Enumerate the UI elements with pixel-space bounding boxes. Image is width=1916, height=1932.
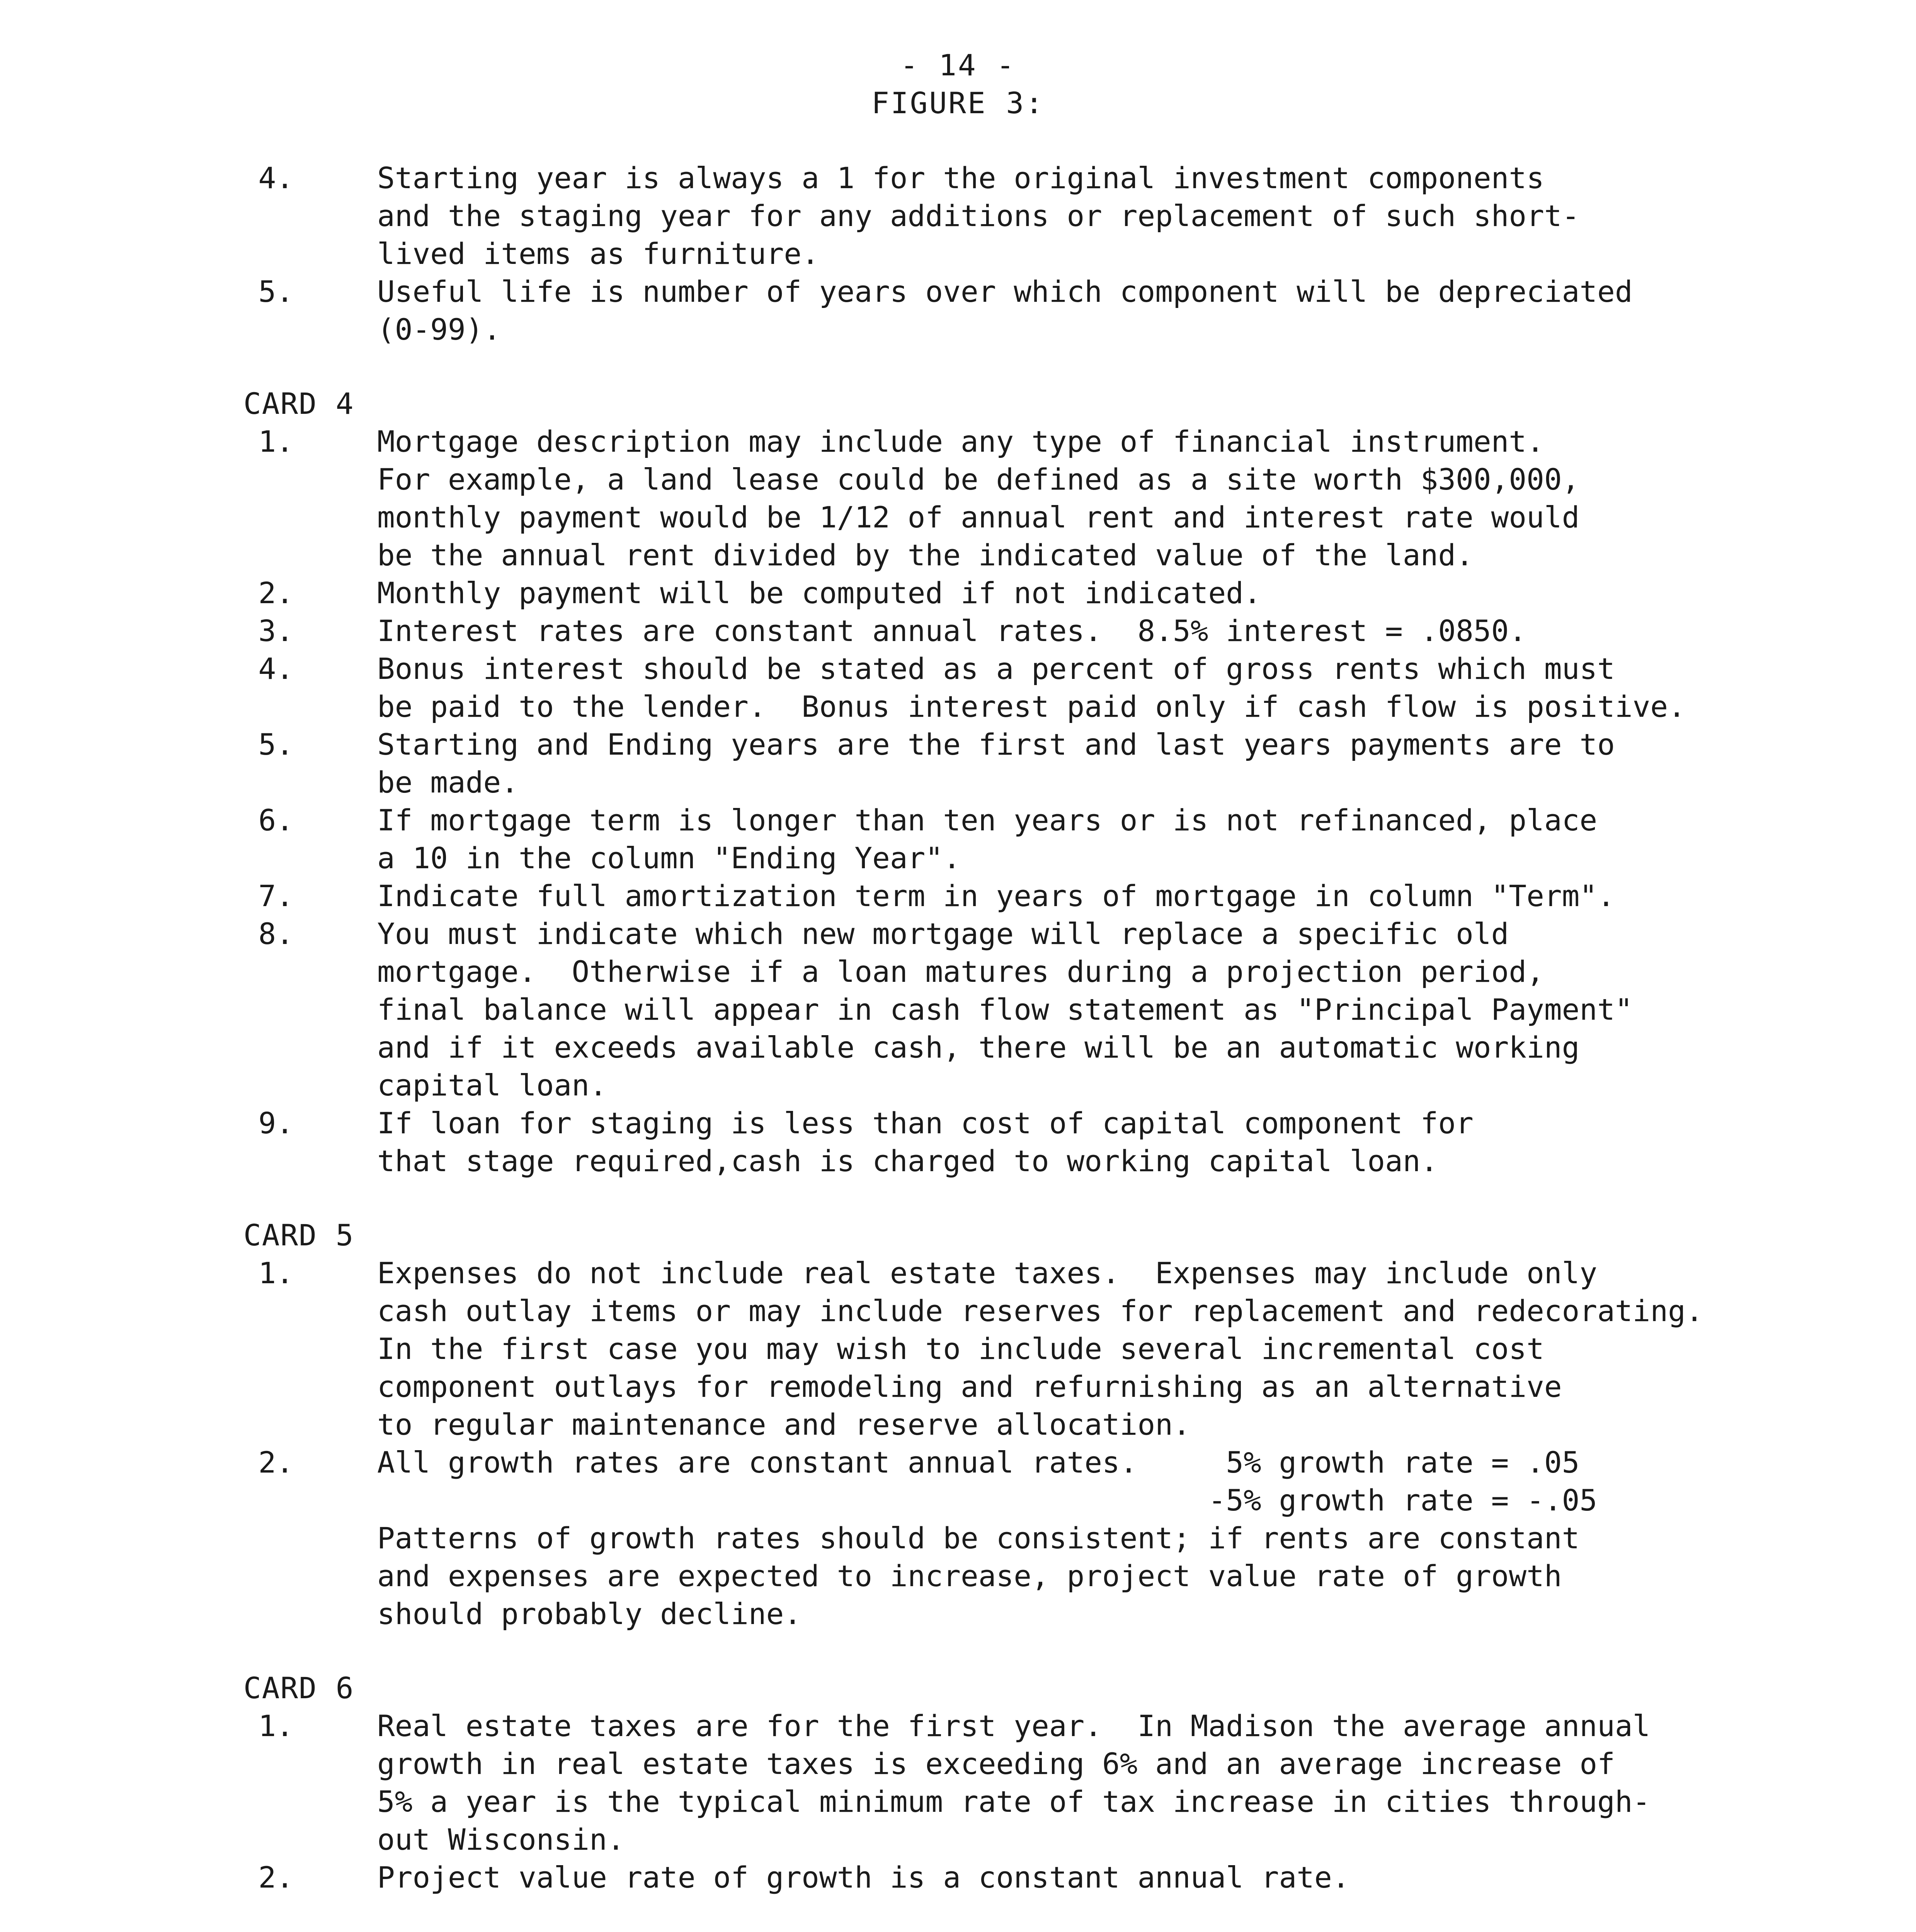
- item-text-line: be made.: [377, 765, 519, 799]
- item-text-line: Interest rates are constant annual rates. 8.5% interest = .0850.: [377, 614, 1527, 648]
- item-text-line: a 10 in the column "Ending Year".: [377, 841, 961, 875]
- item-text-line: Project value rate of growth is a constant annual rate.: [377, 1860, 1350, 1895]
- item-text-line: component outlays for remodeling and refurnishing as an alternative: [377, 1369, 1562, 1404]
- item-text-line: final balance will appear in cash flow statement as "Principal Payment": [377, 992, 1633, 1027]
- item-number: 2.: [258, 576, 294, 610]
- item-text-line: Bonus interest should be stated as a percent of gross rents which must: [377, 651, 1615, 686]
- item-text-line: should probably decline.: [377, 1597, 802, 1631]
- card-label: CARD 4: [243, 386, 354, 421]
- item-number: 2.: [258, 1445, 294, 1480]
- item-text-line: 5% a year is the typical minimum rate of tax increase in cities through-: [377, 1784, 1651, 1819]
- item-text-line: In the first case you may wish to include several incremental cost: [377, 1332, 1544, 1366]
- item-text-line: and if it exceeds available cash, there will be an automatic working: [377, 1030, 1580, 1065]
- item-text-line: be paid to the lender. Bonus interest paid only if cash flow is positive.: [377, 689, 1686, 724]
- item-number: 8.: [258, 917, 294, 951]
- item-number: 5.: [258, 274, 294, 309]
- item-text-line: monthly payment would be 1/12 of annual rent and interest rate would: [377, 500, 1580, 534]
- item-text-line: Real estate taxes are for the first year. In Madison the average annual: [377, 1709, 1651, 1743]
- item-text-line: Useful life is number of years over which component will be depreciated: [377, 274, 1633, 309]
- item-text-line: Monthly payment will be computed if not indicated.: [377, 576, 1261, 610]
- item-text-line: Starting year is always a 1 for the original investment components: [377, 161, 1544, 195]
- item-text-line: Indicate full amortization term in years of mortgage in column "Term".: [377, 879, 1615, 913]
- item-number: 1.: [258, 1256, 294, 1290]
- card-label: CARD 5: [243, 1218, 354, 1252]
- item-text-line: All growth rates are constant annual rates. 5% growth rate = .05: [377, 1445, 1580, 1480]
- item-number: 2.: [258, 1860, 294, 1895]
- item-number: 9.: [258, 1106, 294, 1140]
- item-text-line: Patterns of growth rates should be consistent; if rents are constant: [377, 1521, 1580, 1555]
- item-text-line: Mortgage description may include any type of financial instrument.: [377, 424, 1544, 459]
- item-text-line: mortgage. Otherwise if a loan matures during a projection period,: [377, 954, 1544, 989]
- item-text-line: out Wisconsin.: [377, 1822, 625, 1857]
- item-text-line: You must indicate which new mortgage will replace a specific old: [377, 917, 1509, 951]
- item-text-line: that stage required,cash is charged to working capital loan.: [377, 1144, 1438, 1178]
- item-text-line: and the staging year for any additions or replacement of such short-: [377, 199, 1580, 233]
- item-text-line: and expenses are expected to increase, project value rate of growth: [377, 1559, 1562, 1593]
- item-number: 6.: [258, 803, 294, 837]
- item-text-line: If loan for staging is less than cost of capital component for: [377, 1106, 1474, 1140]
- item-text-line: growth in real estate taxes is exceeding 6% and an average increase of: [377, 1747, 1615, 1781]
- item-text-line: Starting and Ending years are the first and last years payments are to: [377, 727, 1615, 762]
- item-text-line: cash outlay items or may include reserves for replacement and redecorating.: [377, 1294, 1703, 1328]
- card-label: CARD 6: [243, 1671, 354, 1705]
- item-text-line: (0-99).: [377, 312, 501, 347]
- item-text-line: -5% growth rate = -.05: [377, 1483, 1598, 1517]
- figure-title: FIGURE 3:: [871, 86, 1045, 120]
- item-text-line: lived items as furniture.: [377, 236, 819, 271]
- item-number: 1.: [258, 424, 294, 459]
- item-number: 4.: [258, 651, 294, 686]
- item-number: 3.: [258, 614, 294, 648]
- item-text-line: to regular maintenance and reserve allocation.: [377, 1407, 1191, 1442]
- item-text-line: capital loan.: [377, 1068, 607, 1102]
- item-number: 4.: [258, 161, 294, 195]
- item-number: 7.: [258, 879, 294, 913]
- item-number: 5.: [258, 727, 294, 762]
- item-number: 1.: [258, 1709, 294, 1743]
- item-text-line: For example, a land lease could be defined as a site worth $300,000,: [377, 462, 1580, 497]
- item-text-line: Expenses do not include real estate taxes. Expenses may include only: [377, 1256, 1598, 1290]
- item-text-line: be the annual rent divided by the indicated value of the land.: [377, 538, 1474, 572]
- item-text-line: If mortgage term is longer than ten years or is not refinanced, place: [377, 803, 1598, 837]
- page-number: - 14 -: [900, 48, 1016, 82]
